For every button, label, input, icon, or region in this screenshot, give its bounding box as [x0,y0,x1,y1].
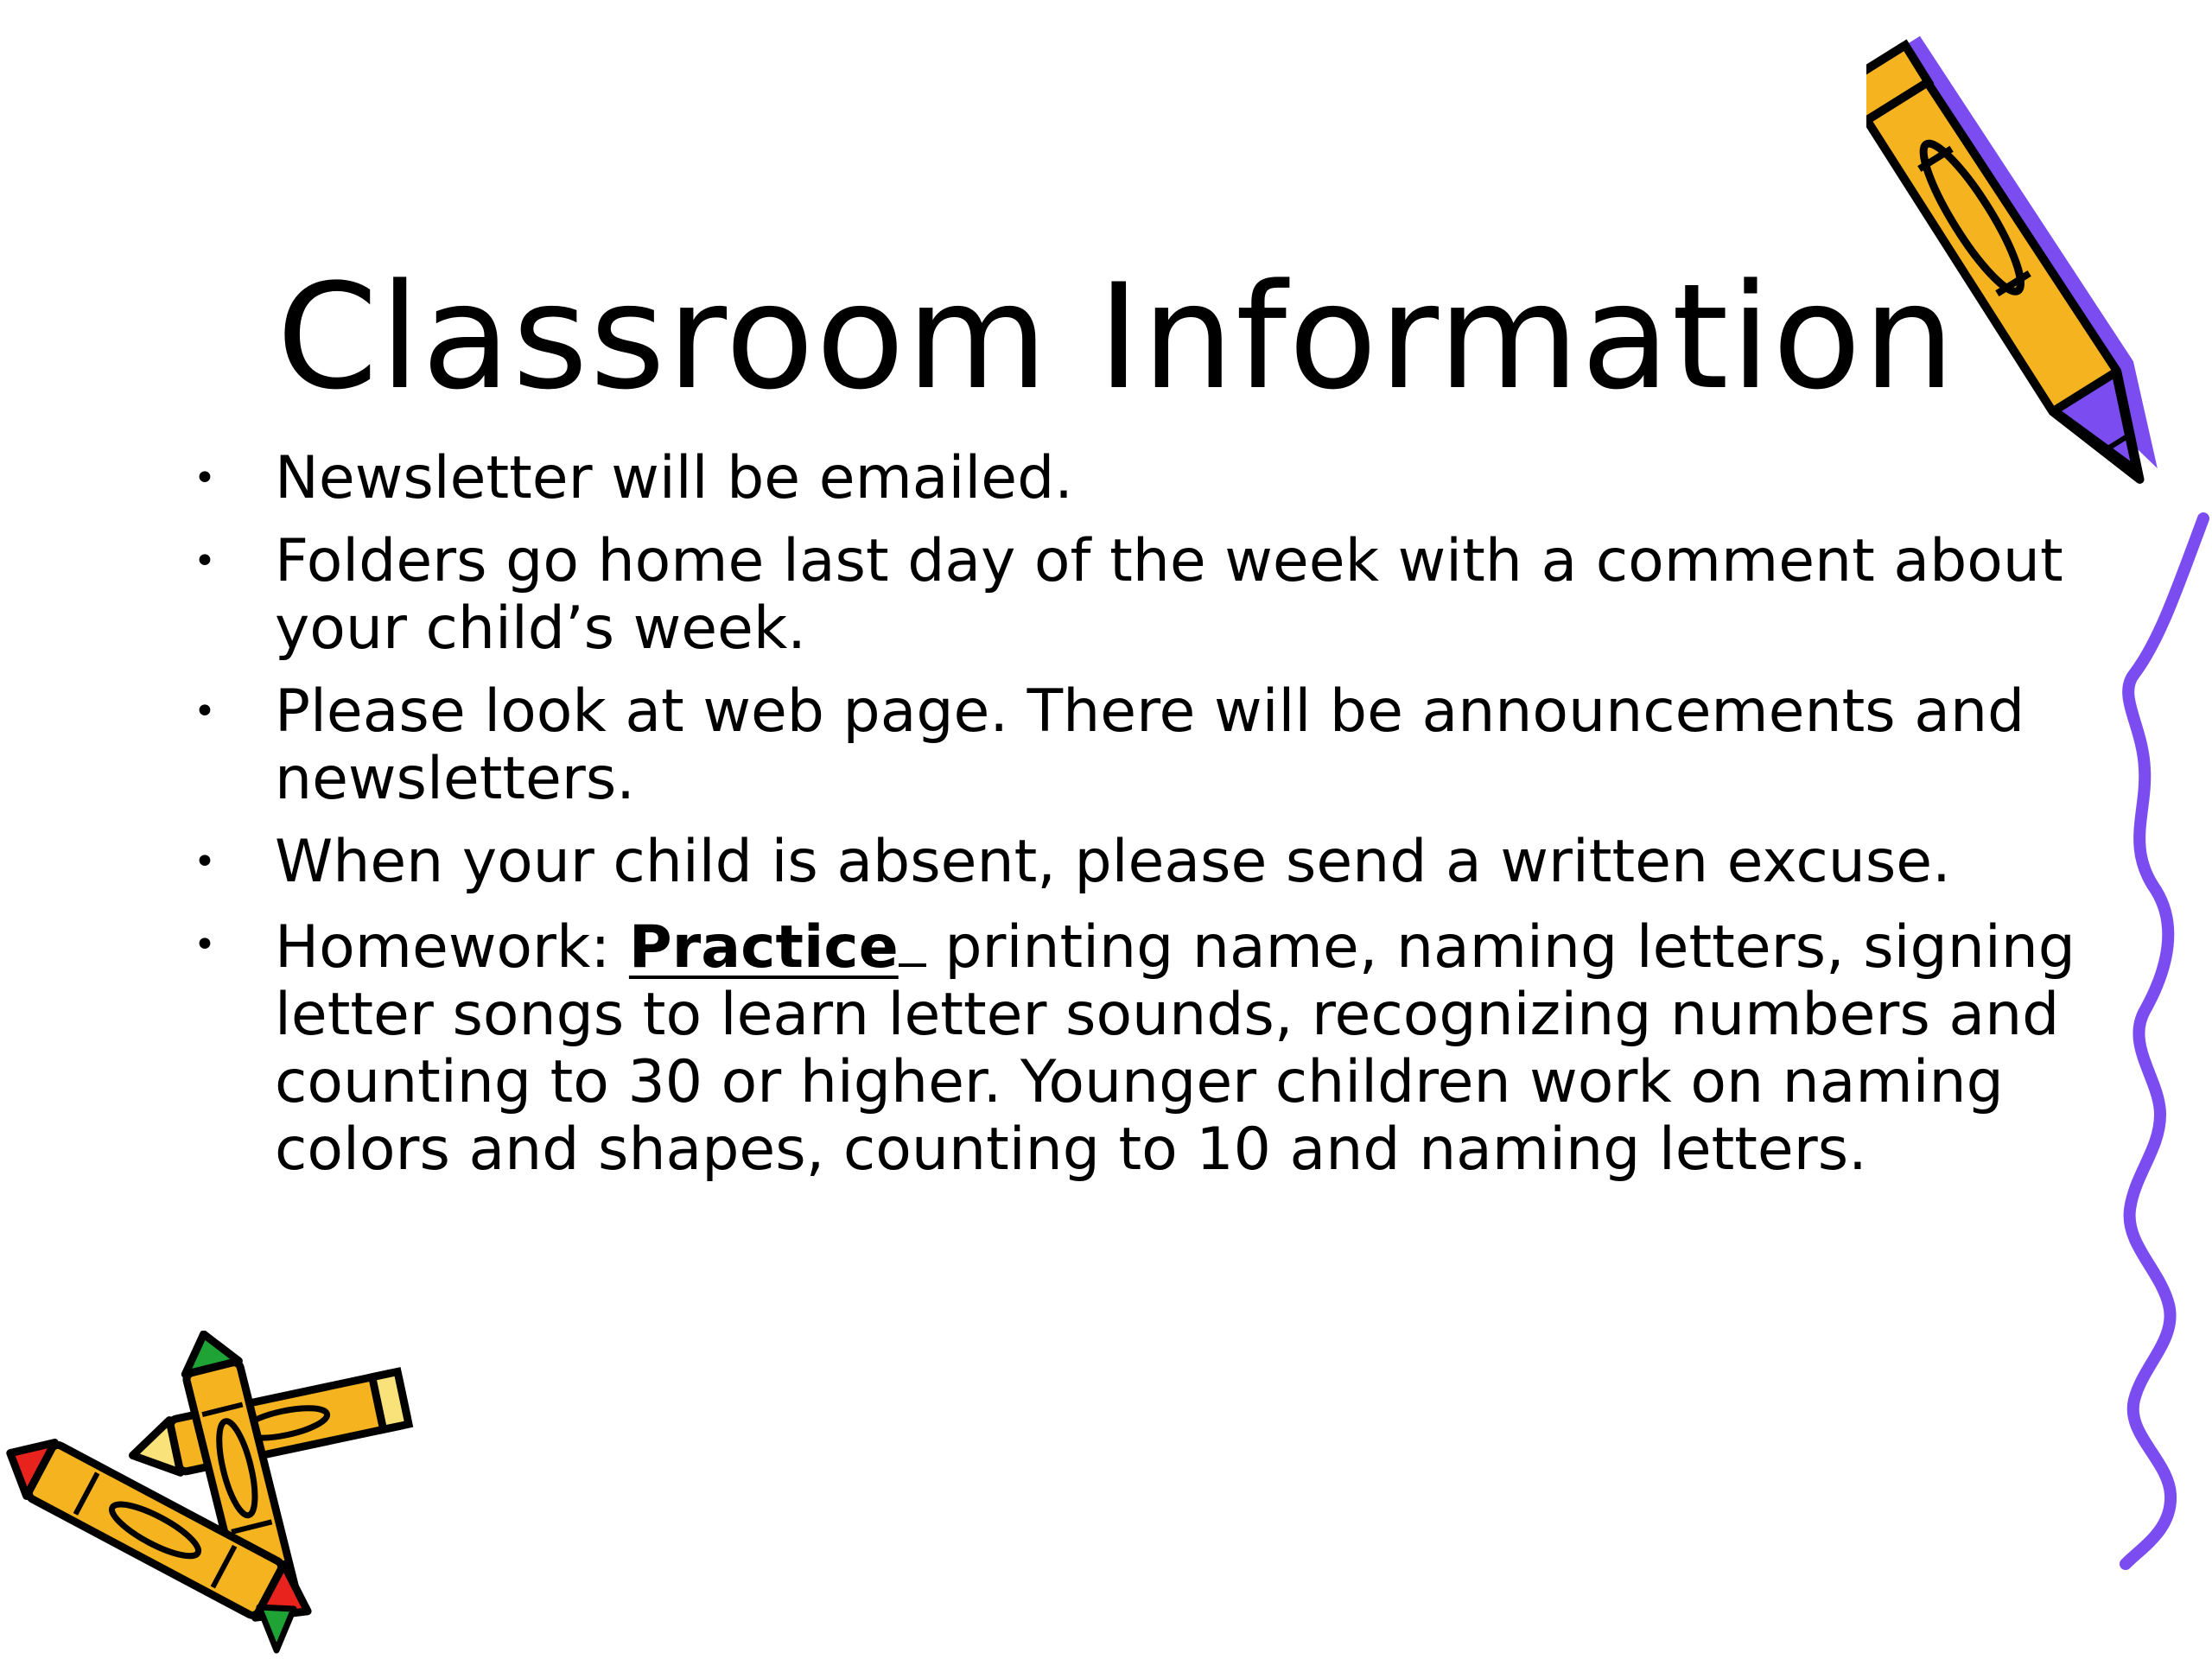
list-item [181,678,2082,813]
bullet-text: Please look at web page. There will be announcements and newsletters. [275,677,2025,813]
bullet-list [181,445,2082,1199]
bullet-icon: • [194,840,216,884]
homework-item [181,912,2082,1184]
bullet-icon: • [194,539,216,583]
homework-text: printing name, naming letters, signing letter songs to learn letter sounds, recognizing numbers and counting to 30 or higher. Younger children work on naming colors and shapes, counting to 10 and naming letters. [275,913,2075,1184]
bullet-text: When your child is absent, please send a written excuse. [275,828,1951,896]
bullet-icon: • [194,923,216,967]
homework-emphasis: Practice [628,913,899,982]
bullet-text: Folders go home last day of the week with a comment about your child’s week. [275,527,2063,663]
slide-title: Classroom Information [276,252,1957,422]
bullet-text: Newsletter will be emailed. [275,444,1073,512]
list-item [181,445,2082,512]
underline-gap [899,912,926,967]
crayons-cluster-icon [0,1331,458,1659]
bullet-icon: • [194,690,216,734]
homework-lead: Homework: [275,913,629,982]
list-item [181,528,2082,663]
list-item [181,829,2082,896]
squiggle-border [2108,510,2212,1573]
bullet-icon: • [194,456,216,500]
